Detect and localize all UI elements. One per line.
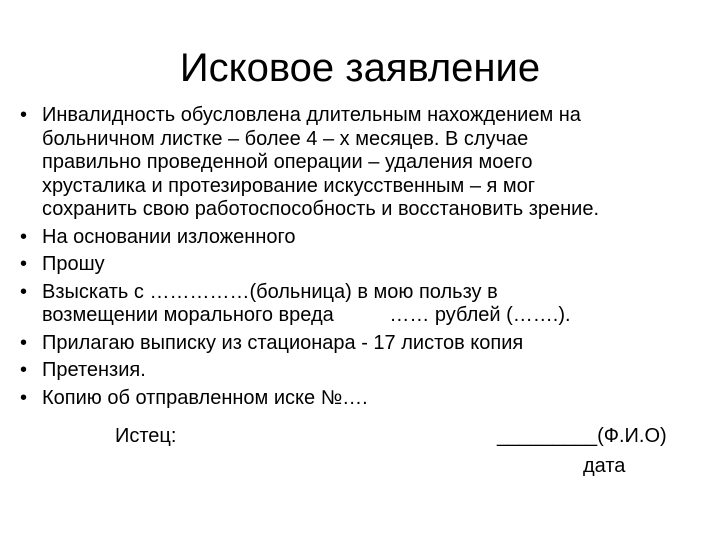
text-line: Копию об отправленном иске №….	[42, 386, 368, 409]
bullet-icon: •	[20, 253, 28, 275]
list-item	[20, 104, 720, 222]
text-line: хрусталика и протезирование искусственным – я мог	[42, 174, 536, 197]
text-line: Инвалидность обусловлена длительным нахождением на	[42, 104, 581, 126]
text-line: Претензия.	[42, 359, 146, 381]
text-line: На основании изложенного	[42, 225, 296, 248]
text-line: Прошу	[42, 253, 105, 275]
page-title: Исковое заявление	[179, 46, 541, 90]
text-line: Прилагаю выписку из стационара - 17 листов копия	[42, 331, 524, 354]
bullet-icon: •	[20, 104, 28, 126]
signature-row	[0, 424, 720, 448]
text-line: возмещении морального вреда …… рублей (…….).	[42, 304, 571, 326]
date-label: дата	[583, 455, 626, 477]
text-line: Взыскать с ……………(больница) в мою пользу в	[42, 280, 498, 303]
text-line: правильно проведенной операции – удаления моего	[42, 151, 533, 173]
text-line: больничном листке – более 4 – х месяцев. В случае	[42, 127, 529, 150]
list-item	[20, 281, 720, 328]
text-line: сохранить свою работоспособность и восстановить зрение.	[42, 198, 600, 220]
list-item	[20, 359, 720, 383]
bullet-icon: •	[20, 225, 28, 248]
list-item	[20, 226, 720, 250]
list-item	[20, 332, 720, 356]
bullet-icon: •	[20, 280, 28, 303]
list-item	[20, 253, 720, 277]
list-item	[20, 387, 720, 411]
bullet-icon: •	[20, 359, 28, 381]
fio-label: _________(Ф.И.О)	[497, 425, 667, 447]
bullet-icon: •	[20, 331, 28, 354]
bullet-icon: •	[20, 386, 28, 409]
bullet-list	[20, 104, 720, 414]
plaintiff-label: Истец:	[115, 425, 177, 447]
